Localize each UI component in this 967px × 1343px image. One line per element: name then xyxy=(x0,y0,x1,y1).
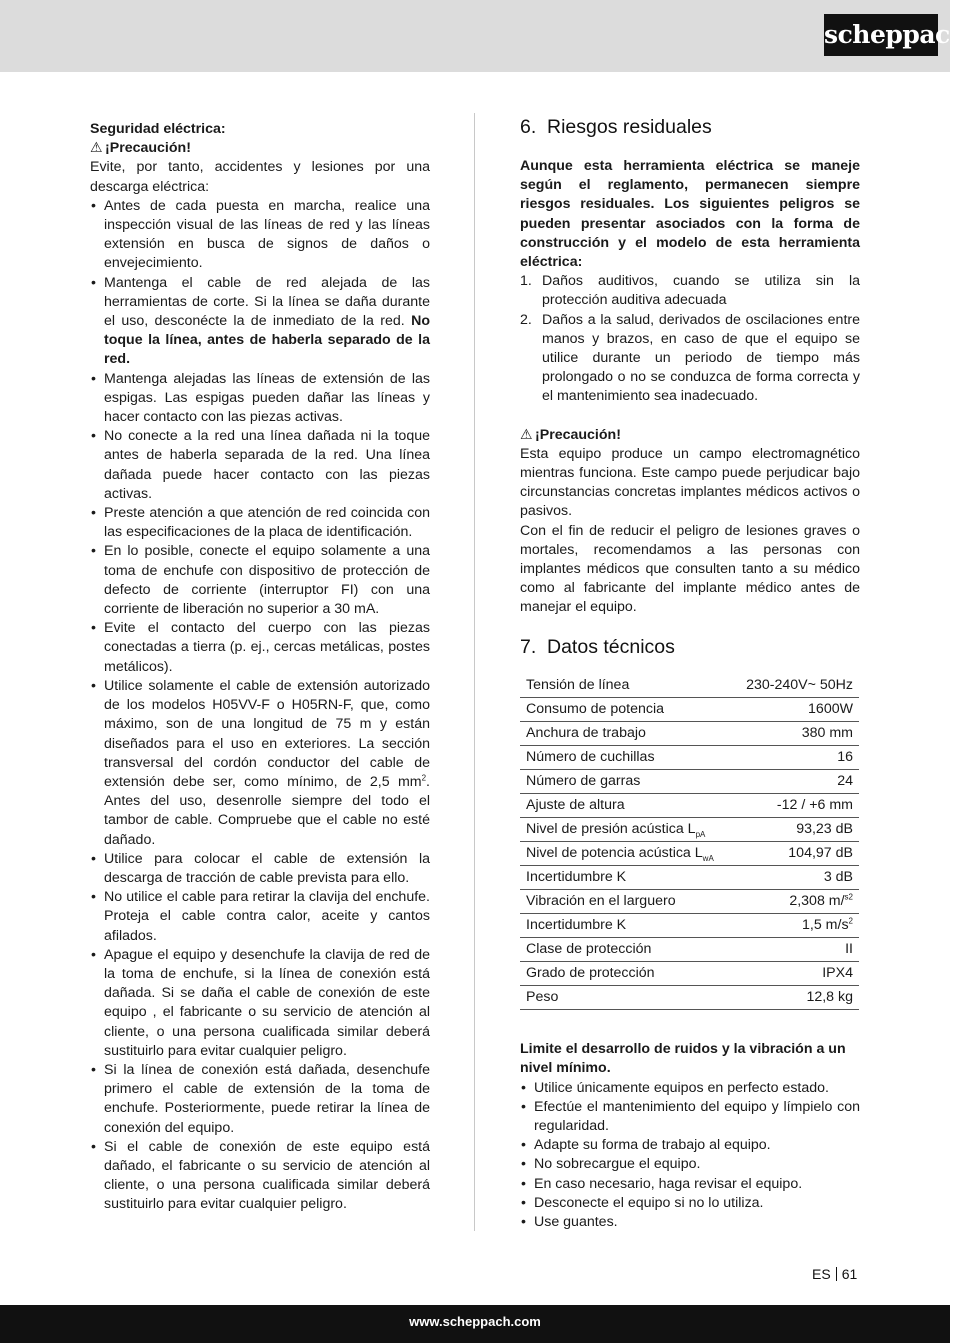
spec-value: 1,5 $m/s^2$ xyxy=(733,914,859,938)
list-item: • Apague el equipo y desenchufe la clavija de red de la toma de enchufe, si la línea de conexión está dañada. Si se daña el cable de conexión de este equipo , el fabricante o su servicio de atención al cliente, o una persona cualificada similar deberá sustituirlo para evitar cualquier peligro. xyxy=(90,946,430,1061)
spec-value: 93,23 dB xyxy=(733,818,859,842)
spec-value: 3 dB xyxy=(733,866,859,890)
list-item: 2. Daños a la salud, derivados de oscilaciones entre manos y brazos, en caso de que el equipo se utilice durante un periodo de tiempo más prolongado o no se conduzca de forma correcta y el mantenimiento sea inadecuado. xyxy=(520,311,860,405)
list-item: • Desconecte el equipo si no lo utiliza. xyxy=(520,1194,860,1213)
list-item: • Efectúe el mantenimiento del equipo y límpielo con regularidad. xyxy=(520,1098,860,1136)
list-item: • Mantenga alejadas las líneas de extensión de las espigas. Las espigas pueden dañar las líneas y hacer contacto con las piezas activas. xyxy=(90,370,430,428)
list-item: • Evite el contacto del cuerpo con las piezas conectadas a tierra (p. ej., cercas metálicas, postes metálicos). xyxy=(90,619,430,677)
spec-value: 1600W xyxy=(733,698,859,722)
spec-label: Número de cuchillas xyxy=(520,746,733,770)
residual-risks-intro: Aunque esta herramienta eléctrica se maneje según el reglamento, permanecen siempre riesgos residuales. Los siguientes peligros se pueden presentar asociados con la forma de construcción y el modelo de esta herramienta eléctrica: xyxy=(520,158,860,271)
section-6-title: 6. Riesgos residuales xyxy=(520,116,712,138)
spec-label: Número de garras xyxy=(520,770,733,794)
list-item: • No conecte a la red una línea dañada ni la toque antes de haberla separada de la red. Una línea dañada puede hacer contacto con las piezas activas. xyxy=(90,427,430,504)
technical-data-table xyxy=(520,674,859,1011)
noise-limit-heading: Limite el desarrollo de ruidos y la vibración a un nivel mínimo. xyxy=(520,1041,846,1077)
spec-value: 16 xyxy=(733,746,859,770)
website-link[interactable]: www.scheppach.com xyxy=(409,1314,541,1329)
spec-value: 380 mm xyxy=(733,722,859,746)
table-row xyxy=(520,818,859,842)
spec-label: Peso xyxy=(520,986,733,1010)
table-row xyxy=(520,842,859,866)
spec-label: Clase de protección xyxy=(520,938,733,962)
list-item: • Antes de cada puesta en marcha, realice una inspección visual de las líneas de red y las líneas extensión en busca de signos de daños o envejecimiento. xyxy=(90,197,430,274)
spec-label: Incertidumbre K xyxy=(520,914,733,938)
table-row xyxy=(520,722,859,746)
table-row xyxy=(520,938,859,962)
page-number: ES 61 xyxy=(812,1266,858,1282)
emf-paragraph: Esta equipo produce un campo electromagnético mientras funciona. Este campo puede perjudicar bajo circunstancias concretas implantes médicos activos o pasivos. xyxy=(520,445,860,520)
table-row xyxy=(520,914,859,938)
left-column xyxy=(90,120,430,1215)
spec-label: Vibración en el larguero xyxy=(520,890,733,914)
list-item: • Preste atención a que atención de red coincida con las especificaciones de la placa de identificación. xyxy=(90,504,430,542)
brand-logo: scheppach xyxy=(824,14,938,56)
spec-value: IPX4 xyxy=(733,962,859,986)
footer-bar xyxy=(0,1305,950,1343)
list-item: • Utilice para colocar el cable de extensión la descarga de tracción de cable prevista para ello. xyxy=(90,850,430,888)
column-divider xyxy=(474,113,475,1231)
spec-value: 2,308 m/$^{s2}$ xyxy=(733,890,859,914)
spec-label: Anchura de trabajo xyxy=(520,722,733,746)
residual-risks-list xyxy=(520,272,860,406)
table-row xyxy=(520,794,859,818)
spec-value: 24 xyxy=(733,770,859,794)
table-row xyxy=(520,986,859,1010)
spec-label: Consumo de potencia xyxy=(520,698,733,722)
spec-value: 12,8 kg xyxy=(733,986,859,1010)
warning-icon: ⚠ xyxy=(90,140,103,157)
warning-label: ⚠ ¡Precaución! xyxy=(90,139,430,158)
warning-label: ⚠ ¡Precaución! xyxy=(520,426,860,445)
spec-value: II xyxy=(733,938,859,962)
header-bar xyxy=(0,0,967,72)
table-row xyxy=(520,890,859,914)
table-row xyxy=(520,770,859,794)
list-item: • En caso necesario, haga revisar el equipo. xyxy=(520,1175,860,1194)
list-item: • Mantenga el cable de red alejada de las herramientas de corte. Si la línea se daña durante el uso, desconécte la de inmediato de la red. No toque la línea, antes de haberla separado de la red. xyxy=(90,274,430,370)
implant-paragraph: Con el fin de reducir el peligro de lesiones graves o mortales, recomendamos a las personas con implantes médicos que consulten tanto a su médico como al fabricante del implante médico antes de manejar el equipo. xyxy=(520,522,860,616)
electrical-safety-list xyxy=(90,197,430,1215)
list-item: • No utilice el cable para retirar la clavija del enchufe. Proteja el cable contra calor, aceite y cantos afilados. xyxy=(90,888,430,946)
list-item: • Si el cable de conexión de este equipo está dañado, el fabricante o su servicio de atención al cliente, o una persona cualificada similar deberá sustituirlo para evitar cualquier peligro. xyxy=(90,1138,430,1215)
spec-label: Ajuste de altura xyxy=(520,794,733,818)
table-row xyxy=(520,962,859,986)
spec-label: Tensión de línea xyxy=(520,674,733,698)
table-row xyxy=(520,746,859,770)
list-item: 1. Daños auditivos, cuando se utiliza sin la protección auditiva adecuada xyxy=(520,273,860,309)
table-row xyxy=(520,674,859,698)
noise-limit-list xyxy=(520,1079,860,1233)
list-item: • Adapte su forma de trabajo al equipo. xyxy=(520,1136,860,1155)
spec-label: Nivel de presión acústica $L_{pA}$ xyxy=(520,818,733,842)
list-item: • Use guantes. xyxy=(520,1213,860,1232)
table-row xyxy=(520,698,859,722)
right-column xyxy=(520,114,860,1232)
warning-icon: ⚠ xyxy=(520,426,533,443)
spec-value: 230-240V~ 50Hz xyxy=(733,674,859,698)
electrical-safety-heading: Seguridad eléctrica: xyxy=(90,121,226,137)
list-item: • Utilice únicamente equipos en perfecto estado. xyxy=(520,1079,860,1098)
spec-label: Incertidumbre K xyxy=(520,866,733,890)
table-row xyxy=(520,866,859,890)
intro-text: Evite, por tanto, accidentes y lesiones por una descarga eléctrica: xyxy=(90,159,430,195)
spec-value: -12 / +6 mm xyxy=(733,794,859,818)
spec-label: Nivel de potencia acústica $L_{wA}$ xyxy=(520,842,733,866)
list-item: • En lo posible, conecte el equipo solamente a una toma de enchufe con dispositivo de protección de defecto de corriente (interruptor FI) con una corriente de liberación no superior a 30 mA. xyxy=(90,542,430,619)
spec-label: Grado de protección xyxy=(520,962,733,986)
list-item: • Si la línea de conexión está dañada, desenchufe primero el cable de extensión de la toma de enchufe. Posteriormente, puede retirar la línea de conexión del equipo. xyxy=(90,1061,430,1138)
spec-value: 104,97 dB xyxy=(733,842,859,866)
section-7-title: 7. Datos técnicos xyxy=(520,635,675,658)
list-item: • Utilice solamente el cable de extensión autorizado de los modelos H05VV-F o H05RN-F, que, como máximo, son de una longitud de 75 m y están diseñados para el uso en exteriores. La sección transversal del cordón conductor del cable de extensión debe ser, como mínimo, de 2,5 $mm^2$. Antes del uso, desenrolle siempre del todo el tambor de cable. Compruebe que el cable no esté dañado. xyxy=(90,677,430,850)
list-item: • No sobrecargue el equipo. xyxy=(520,1155,860,1174)
